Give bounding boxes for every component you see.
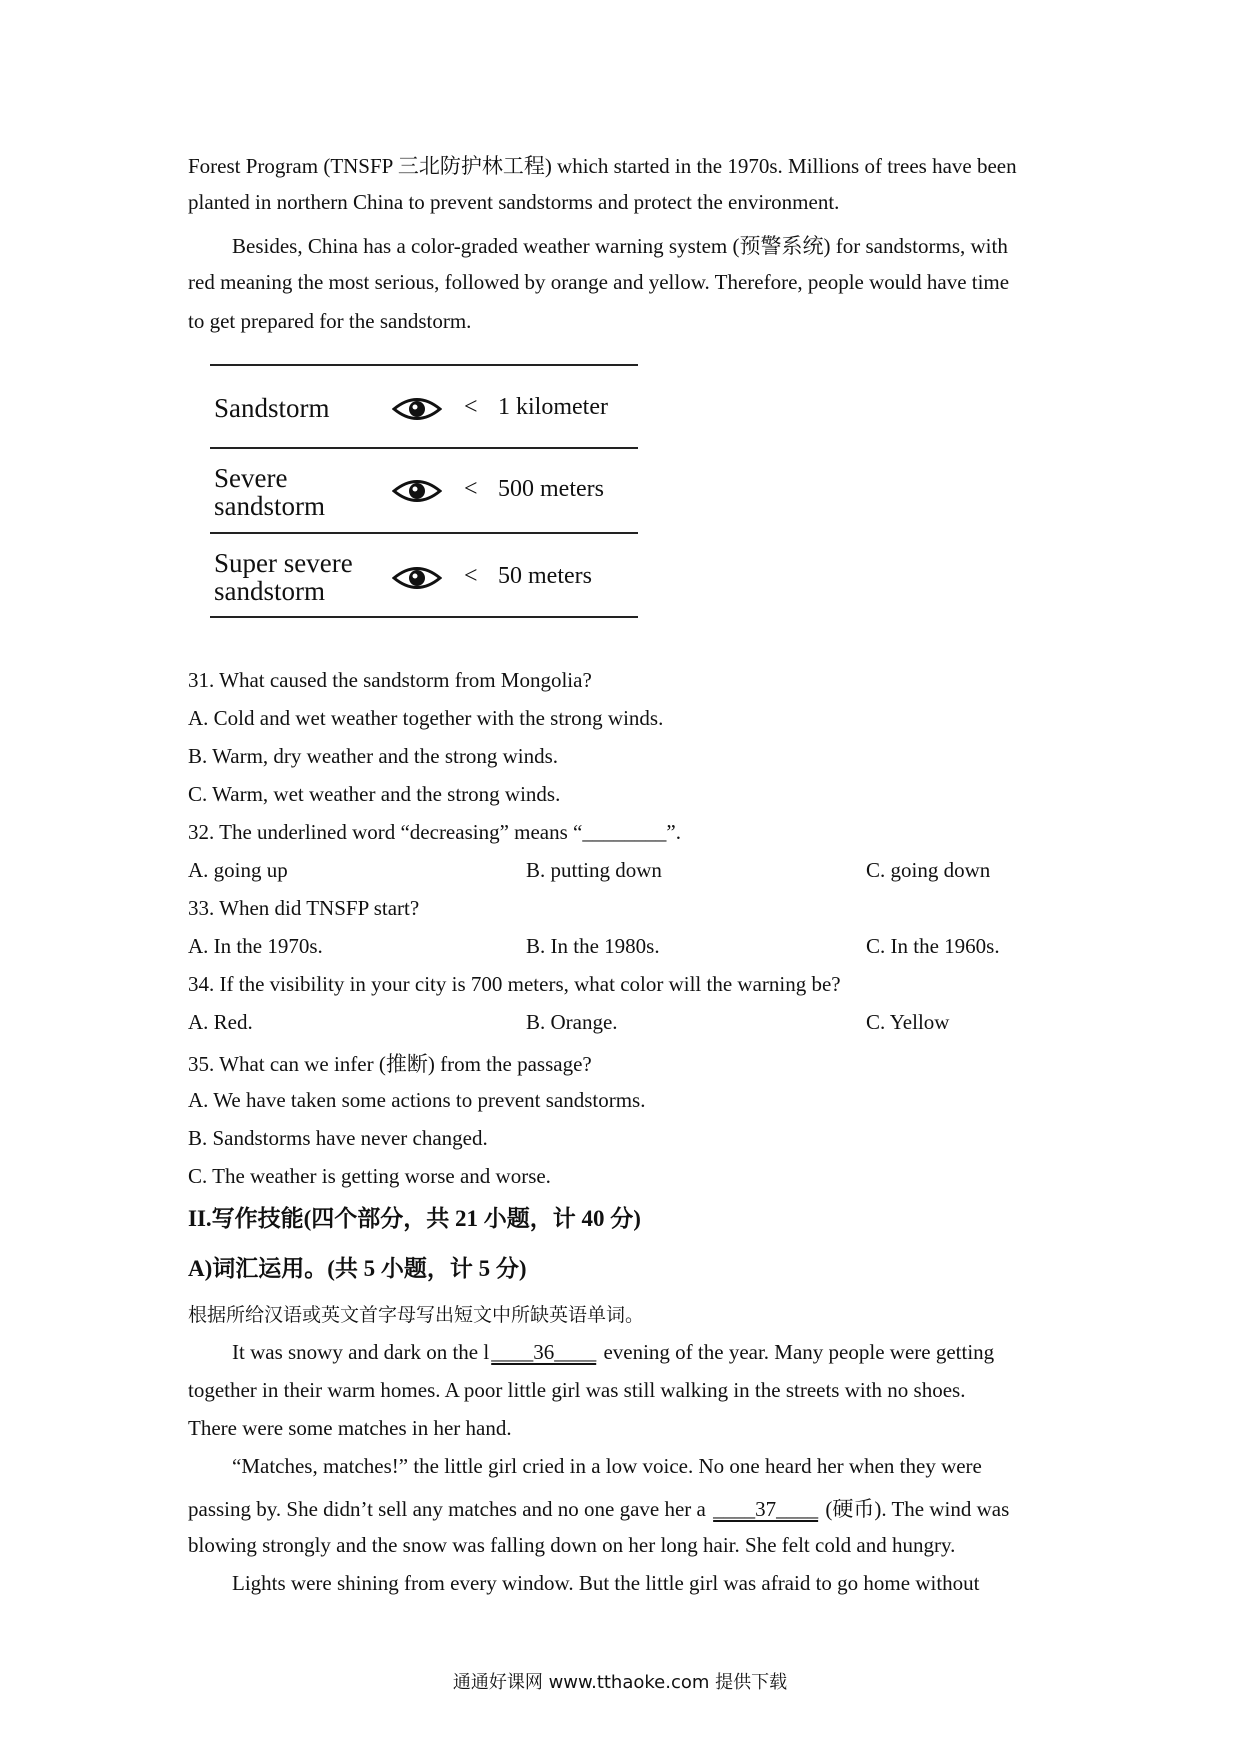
story-line	[188, 1493, 1009, 1523]
option-33b: B. In the 1980s.	[526, 934, 660, 958]
question-33: 33. When did TNSFP start?	[188, 896, 420, 920]
story-line: Lights were shining from every window. But the little girl was afraid to go home without	[232, 1571, 980, 1595]
eye-icon	[392, 396, 442, 422]
option-31a: A. Cold and wet weather together with the strong winds.	[188, 706, 664, 730]
row-label: sandstorm	[214, 491, 325, 521]
option-32b: B. putting down	[526, 858, 662, 882]
table-rule	[210, 616, 638, 618]
blank-36: ____36____	[491, 1340, 597, 1364]
question-34: 34. If the visibility in your city is 700 meters, what color will the warning be?	[188, 972, 841, 996]
option-33a: A. In the 1970s.	[188, 934, 323, 958]
row-label: Severe	[214, 463, 288, 493]
story-line: together in their warm homes. A poor little girl was still walking in the streets with no shoes.	[188, 1378, 966, 1402]
blank-37: ____37____	[713, 1497, 819, 1521]
row-label: Super severe	[214, 548, 353, 578]
row-value: 500 meters	[498, 476, 604, 502]
option-31b: B. Warm, dry weather and the strong winds.	[188, 744, 559, 768]
option-32a: A. going up	[188, 858, 288, 882]
story-text: passing by. She didn’t sell any matches and no one gave her a	[188, 1497, 712, 1521]
option-35c: C. The weather is getting worse and worse.	[188, 1164, 551, 1188]
option-34b: B. Orange.	[526, 1010, 618, 1034]
passage-line: to get prepared for the sandstorm.	[188, 309, 472, 333]
eye-icon	[392, 478, 442, 504]
passage-line: Forest Program (TNSFP 三北防护林工程) which started in the 1970s. Millions of trees have been	[188, 154, 1017, 178]
section-heading: II.写作技能(四个部分，共 21 小题，计 40 分)	[188, 1206, 641, 1231]
row-label: sandstorm	[214, 576, 325, 606]
passage-line: Besides, China has a color-graded weather warning system (预警系统) for sandstorms, with	[232, 234, 1008, 258]
less-than-symbol: <	[464, 476, 478, 502]
story-line	[232, 1340, 994, 1365]
option-34c: C. Yellow	[866, 1010, 950, 1034]
visibility-table	[210, 362, 640, 624]
less-than-symbol: <	[464, 563, 478, 589]
story-text: (硬币). The wind was	[820, 1497, 1010, 1521]
passage-line: planted in northern China to prevent sandstorms and protect the environment.	[188, 190, 840, 214]
option-35a: A. We have taken some actions to prevent sandstorms.	[188, 1088, 646, 1112]
option-32c: C. going down	[866, 858, 991, 882]
table-rule	[210, 364, 638, 366]
question-35: 35. What can we infer (推断) from the passage?	[188, 1052, 592, 1076]
question-31: 31. What caused the sandstorm from Mongolia?	[188, 668, 592, 692]
story-text: evening of the year. Many people were getting	[598, 1340, 995, 1364]
row-label: Sandstorm	[214, 393, 330, 423]
option-35b: B. Sandstorms have never changed.	[188, 1126, 488, 1150]
option-31c: C. Warm, wet weather and the strong winds.	[188, 782, 561, 806]
instruction: 根据所给汉语或英文首字母写出短文中所缺英语单词。	[188, 1304, 645, 1326]
story-line: blowing strongly and the snow was falling down on her long hair. She felt cold and hungry.	[188, 1533, 956, 1557]
page-footer: 通通好课网 www.tthaoke.com 提供下载	[452, 1672, 788, 1693]
eye-icon	[392, 565, 442, 591]
passage-line: red meaning the most serious, followed by orange and yellow. Therefore, people would have time	[188, 270, 1010, 294]
table-rule	[210, 447, 638, 449]
less-than-symbol: <	[464, 394, 478, 420]
sub-heading: A)词汇运用。(共 5 小题，计 5 分)	[188, 1256, 527, 1281]
story-text: It was snowy and dark on the l	[232, 1340, 490, 1364]
option-33c: C. In the 1960s.	[866, 934, 1000, 958]
story-line: There were some matches in her hand.	[188, 1416, 512, 1440]
row-value: 50 meters	[498, 563, 592, 589]
story-line: “Matches, matches!” the little girl cried in a low voice. No one heard her when they were	[232, 1454, 982, 1478]
row-value: 1 kilometer	[498, 394, 608, 420]
question-32: 32. The underlined word “decreasing” means “________”.	[188, 820, 681, 844]
option-34a: A. Red.	[188, 1010, 253, 1034]
table-rule	[210, 532, 638, 534]
